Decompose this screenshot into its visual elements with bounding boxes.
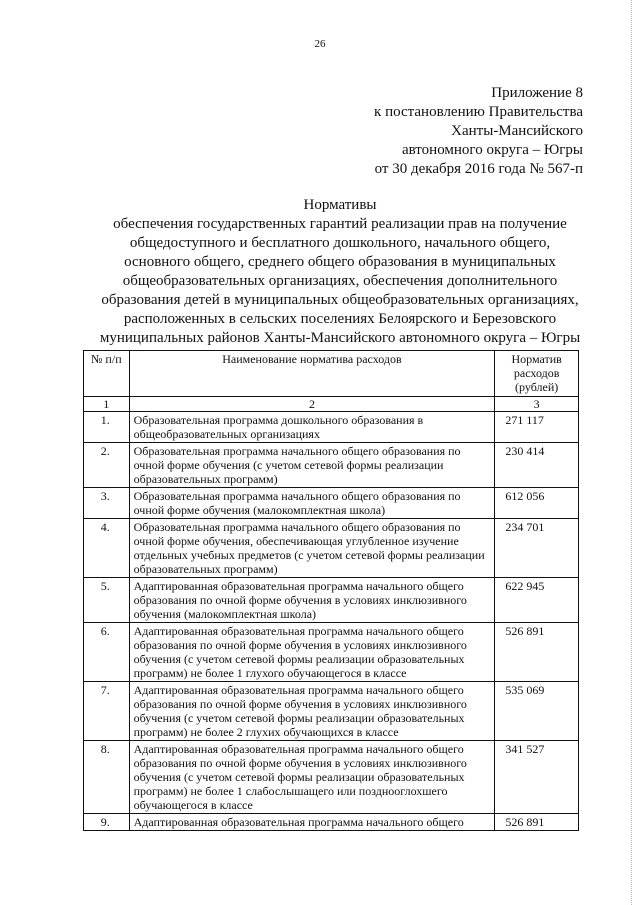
row-num: 7. xyxy=(84,682,130,741)
table-row xyxy=(84,682,579,741)
title-line: основного общего, среднего общего образования в муниципальных xyxy=(124,254,556,270)
row-name: Адаптированная образовательная программа начального общего образования по очной форме обучения в условиях инклюзивного обучения (с учетом сетевой формы реализации образовательных программ) не более 1 глухого обучающегося в классе xyxy=(129,623,495,682)
title-line: общедоступного и бесплатного дошкольного, начального общего, xyxy=(129,235,551,251)
table-row xyxy=(84,488,579,519)
appendix-line: Приложение 8 xyxy=(491,85,583,101)
table-row xyxy=(84,443,579,488)
row-name: Образовательная программа начального общего образования по очной форме обучения (малокомплектная школа) xyxy=(129,488,495,519)
row-name: Образовательная программа дошкольного образования в общеобразовательных организациях xyxy=(129,412,495,443)
title-line: образования детей в муниципальных общеобразовательных организациях, xyxy=(101,292,579,308)
row-value: 535 069 xyxy=(495,682,579,741)
row-value: 526 891 xyxy=(495,814,579,831)
row-num: 2. xyxy=(84,443,130,488)
title-line: расположенных в сельских поселениях Белоярского и Березовского xyxy=(123,311,557,327)
header-name: Наименование норматива расходов xyxy=(129,351,495,397)
row-num: 3. xyxy=(84,488,130,519)
title-line: общеобразовательных организациях, обеспечения дополнительного xyxy=(122,273,558,289)
row-value: 234 701 xyxy=(495,519,579,578)
row-name: Адаптированная образовательная программа начального общего образования по очной форме обучения в условиях инклюзивного обучения (с учетом сетевой формы реализации образовательных программ) не более 1 слабослышащего или позднооглохшего обучающегося в классе xyxy=(129,741,495,814)
appendix-line: к постановлению Правительства xyxy=(374,104,583,120)
row-value: 622 945 xyxy=(495,578,579,623)
row-value: 526 891 xyxy=(495,623,579,682)
index-cell: 3 xyxy=(495,397,579,412)
row-num: 9. xyxy=(84,814,130,831)
row-value: 230 414 xyxy=(495,443,579,488)
row-value: 271 117 xyxy=(495,412,579,443)
row-value: 341 527 xyxy=(495,741,579,814)
table-row xyxy=(84,741,579,814)
row-num: 4. xyxy=(84,519,130,578)
row-name: Адаптированная образовательная программа начального общего xyxy=(129,814,495,831)
row-num: 1. xyxy=(84,412,130,443)
table-row xyxy=(84,519,579,578)
document-title xyxy=(60,196,620,348)
index-cell: 1 xyxy=(84,397,130,412)
scan-margin-line xyxy=(630,0,632,905)
appendix-line: Ханты-Мансийского xyxy=(451,123,583,139)
page-number: 26 xyxy=(314,38,326,50)
title-line: муниципальных районов Ханты-Мансийского автономного округа – Югры xyxy=(99,330,581,346)
table-index-row xyxy=(84,397,579,412)
row-value: 612 056 xyxy=(495,488,579,519)
table-row xyxy=(84,814,579,831)
table-row xyxy=(84,412,579,443)
appendix-line: от 30 декабря 2016 года № 567-п xyxy=(374,161,583,177)
header-value: Норматив расходов (рублей) xyxy=(495,351,579,397)
header-num: № п/п xyxy=(84,351,130,397)
row-name: Адаптированная образовательная программа начального общего образования по очной форме обучения в условиях инклюзивного обучения (малокомплектная школа) xyxy=(129,578,495,623)
row-name: Адаптированная образовательная программа начального общего образования по очной форме обучения в условиях инклюзивного обучения (с учетом сетевой формы реализации образовательных программ) не более 2 глухих обучающихся в классе xyxy=(129,682,495,741)
table-row xyxy=(84,578,579,623)
appendix-block xyxy=(374,84,583,179)
row-num: 8. xyxy=(84,741,130,814)
table-row xyxy=(84,623,579,682)
row-num: 5. xyxy=(84,578,130,623)
appendix-line: автономного округа – Югры xyxy=(401,142,583,158)
row-num: 6. xyxy=(84,623,130,682)
row-name: Образовательная программа начального общего образования по очной форме обучения (с учетом сетевой формы реализации образовательных программ) xyxy=(129,443,495,488)
index-cell: 2 xyxy=(129,397,495,412)
row-name: Образовательная программа начального общего образования по очной форме обучения, обеспечивающая углубленное изучение отдельных учебных предметов (с учетом сетевой формы реализации образовательных программ) xyxy=(129,519,495,578)
title-line: обеспечения государственных гарантий реализации прав на получение xyxy=(113,216,567,232)
title-heading: Нормативы xyxy=(303,197,377,213)
table-header-row xyxy=(84,351,579,397)
norms-table xyxy=(83,350,579,831)
